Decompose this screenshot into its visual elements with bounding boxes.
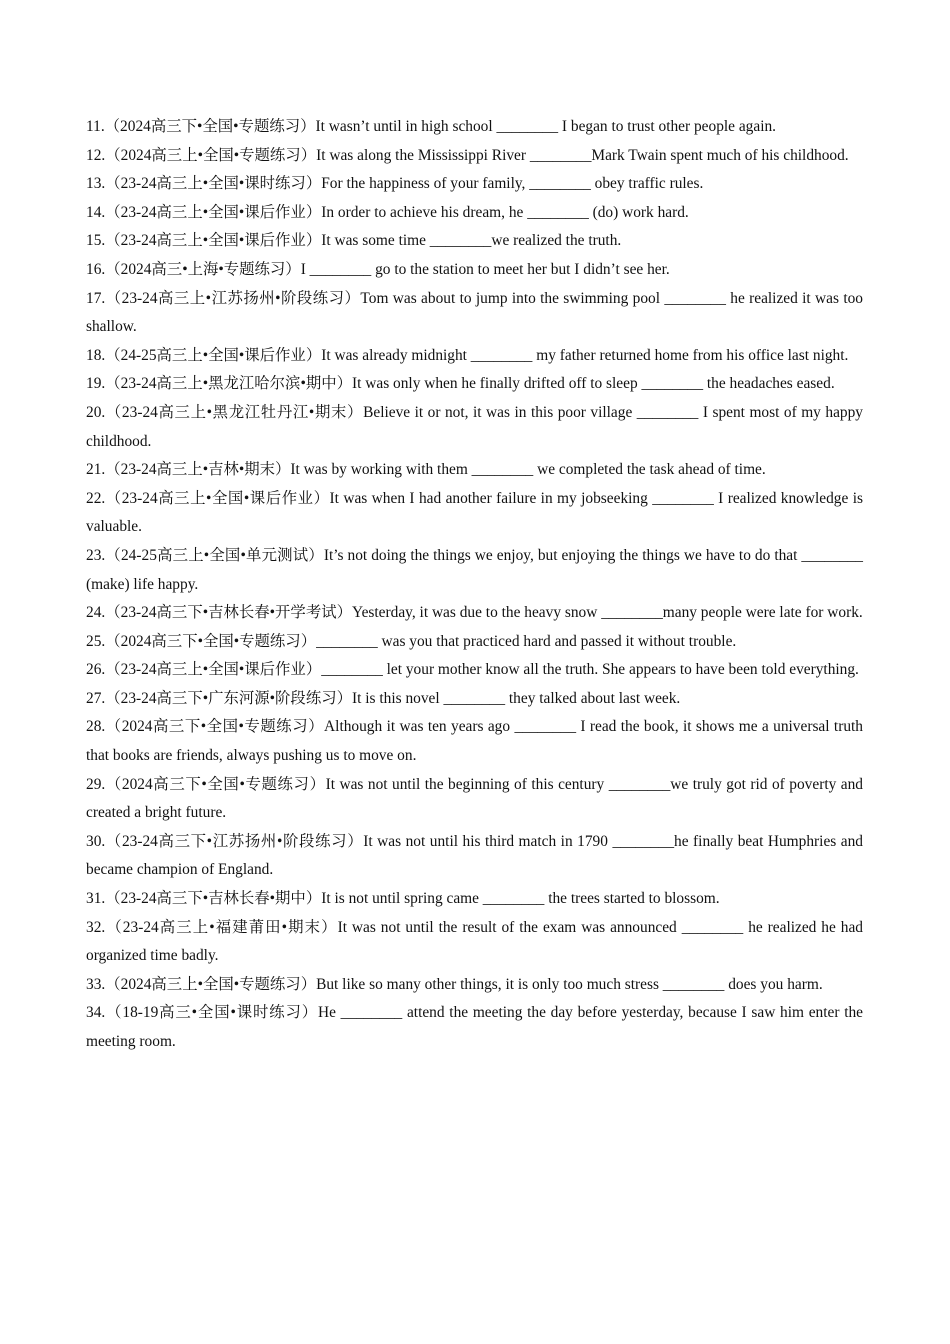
question-item: 15.（23-24高三上•全国•课后作业）It was some time ________we realized the truth. <box>86 232 622 250</box>
question-item: 19.（23-24高三上•黑龙江哈尔滨•期中）It was only when he finally drifted off to sleep ________ the headaches eased. <box>86 375 835 393</box>
question-item: 22.（23-24高三上•全国•课后作业）It was when I had another failure in my jobseeking ________ I realized knowledge is valuable. <box>86 489 863 536</box>
question-item: 31.（23-24高三下•吉林长春•期中）It is not until spring came ________ the trees started to blossom. <box>86 890 720 908</box>
question-item: 23.（24-25高三上•全国•单元测试）It’s not doing the things we enjoy, but enjoying the things we have to do that ________ (make) life happy. <box>86 546 863 593</box>
question-item: 14.（23-24高三上•全国•课后作业）In order to achieve his dream, he ________ (do) work hard. <box>86 203 689 221</box>
question-item: 16.（2024高三•上海•专题练习）I ________ go to the station to meet her but I didn’t see her. <box>86 260 670 278</box>
question-item: 25.（2024高三下•全国•专题练习）________ was you that practiced hard and passed it without trouble. <box>86 632 737 650</box>
question-item: 33.（2024高三上•全国•专题练习）But like so many other things, it is only too much stress ________ does you harm. <box>86 975 823 993</box>
question-item: 13.（23-24高三上•全国•课时练习）For the happiness of your family, ________ obey traffic rules. <box>86 175 704 193</box>
question-item: 32.（23-24高三上•福建莆田•期末）It was not until the result of the exam was announced ________ he realized he had organized time badly. <box>86 918 863 965</box>
question-item: 34.（18-19高三•全国•课时练习）He ________ attend the meeting the day before yesterday, because I saw him enter the meeting room. <box>86 1004 863 1050</box>
question-item: 24.（23-24高三下•吉林长春•开学考试）Yesterday, it was due to the heavy snow ________many people were late for work. <box>86 604 863 622</box>
question-item: 20.（23-24高三上•黑龙江牡丹江•期末）Believe it or not, it was in this poor village ________ I spent most of my happy childhood. <box>86 403 863 450</box>
question-item: 27.（23-24高三下•广东河源•阶段练习）It is this novel ________ they talked about last week. <box>86 689 681 707</box>
question-item: 28.（2024高三下•全国•专题练习）Although it was ten years ago ________ I read the book, it shows me a universal truth that books are friends, always pushing us to move on. <box>86 718 863 765</box>
question-item: 11.（2024高三下•全国•专题练习）It wasn’t until in high school ________ I began to trust other people again. <box>86 118 777 135</box>
question-item: 18.（24-25高三上•全国•课后作业）It was already midnight ________ my father returned home from his office last night. <box>86 346 849 364</box>
question-item: 21.（23-24高三上•吉林•期末）It was by working with them ________ we completed the task ahead of time. <box>86 461 766 479</box>
question-list <box>86 113 863 1057</box>
question-item: 26.（23-24高三上•全国•课后作业）________ let your mother know all the truth. She appears to have been told everything. <box>86 661 859 679</box>
question-item: 29.（2024高三下•全国•专题练习）It was not until the beginning of this century ________we truly got rid of poverty and created a bright future. <box>86 775 863 822</box>
question-item: 17.（23-24高三上•江苏扬州•阶段练习）Tom was about to jump into the swimming pool ________ he realized it was too shallow. <box>86 289 863 336</box>
question-item: 30.（23-24高三下•江苏扬州•阶段练习）It was not until his third match in 1790 ________he finally beat Humphries and became champion of England. <box>86 832 863 879</box>
question-item: 12.（2024高三上•全国•专题练习）It was along the Mississippi River ________Mark Twain spent much of his childhood. <box>86 146 849 164</box>
